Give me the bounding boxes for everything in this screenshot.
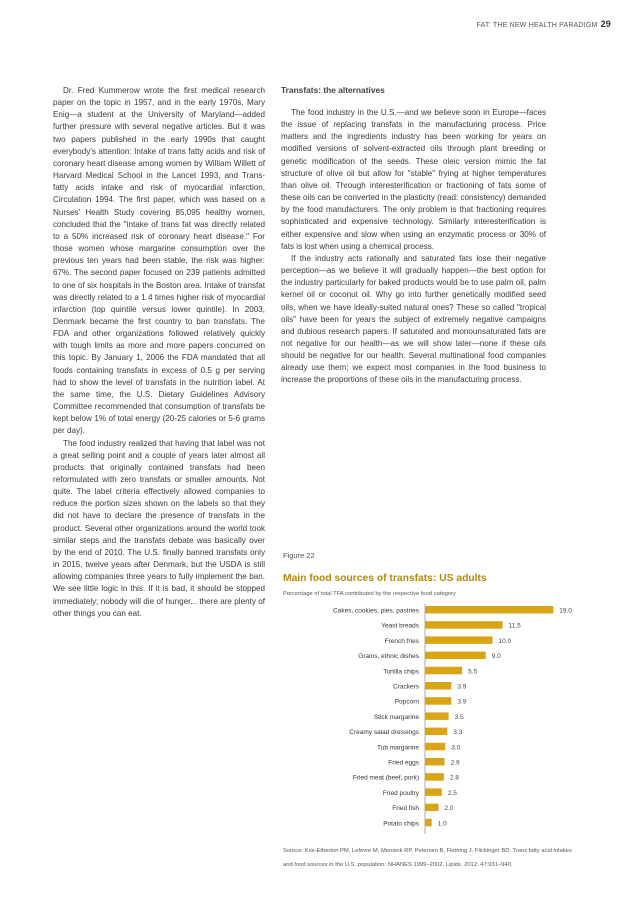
category-label: Yeast breads: [381, 622, 419, 630]
section-heading: Transfats: the alternatives: [281, 85, 385, 95]
left-paragraph-1: Dr. Fred Kummerow wrote the first medical research paper on the topic in 1957, and in the early 1970s, Mary Enig—a student at the University of Maryland—added further pressure with several negative articles. But it was two papers published in the early 1990s that caught everybody's attention: Intake of trans fatty acids and risk of coronary heart disease among women by William Willett of Harvard Medical School in the Lancet 1993, and Trans-fatty acids intake and risk of myocardial infarction, Circulation 1994. The first paper, which was based on a Nurses' Health Study covering 85,095 healthy women, concluded that the "intake of trans fat was directly related to a 50% increased risk of coronary heart disease." For those women whose margarine consumption over the previous ten years had been stable, the risk was higher: 67%. The second paper focused on 239 patients admitted to one of six hospitals in the Boston area. Intake of transfat was directly related to a 1.4 times higher risk of myocardial infarction (top quintile versus lower quintile). In 2003, Denmark became the first country to ban transfats. The FDA and other organizations followed relatively quickly with tough limits as more and more papers concurred on this topic. By January 1, 2006 the FDA mandated that all foods containing transfats in excess of 0.5 g per serving had to show the level of transfats in the nutrition label. At the same time, the U.S. Dietary Guidelines Advisory Committee recommended that consumption of transfats be kept below 1% of total energy (20-25 calories or 5-6 grams per day).: [53, 86, 265, 436]
bar: [425, 728, 447, 736]
category-label: Crackers: [392, 683, 419, 691]
value-label: 2.5: [447, 789, 457, 797]
value-label: 10.0: [498, 637, 512, 645]
running-title: FAT: THE NEW HEALTH PARADIGM: [476, 22, 598, 29]
value-label: 2.9: [450, 759, 460, 767]
category-label: Potato chips: [383, 820, 419, 828]
value-label: 1.0: [437, 820, 447, 828]
bar: [425, 743, 445, 751]
bar: [425, 712, 449, 720]
bar: [425, 788, 442, 796]
value-label: 3.9: [457, 683, 467, 691]
bar: [425, 773, 444, 781]
category-label: Fried fish: [392, 805, 419, 813]
bar: [425, 697, 451, 705]
value-label: 9.0: [491, 653, 501, 661]
value-label: 3.0: [451, 744, 461, 752]
value-label: 3.5: [454, 713, 464, 721]
category-label: Popcorn: [394, 698, 419, 706]
value-label: 2.8: [449, 774, 459, 782]
bar: [425, 758, 445, 766]
category-label: Tub margarine: [376, 744, 419, 752]
bar: [425, 804, 439, 812]
value-label: 2.0: [444, 805, 454, 813]
bar-chart: [283, 602, 573, 838]
bar: [425, 621, 503, 629]
bar: [425, 636, 493, 644]
right-paragraph-2: If the industry acts rationally and saturated fats lose their negative perception—as we believe it will gradually happen—the best option for the industry particularly for baked products would be to use palm oil, palm kernel oil or coconut oil. Why go into further genetically modified seed oils, when we have ideally-suited natural ones? These so called "tropical oils" have been for years the subject of extremely negative campaigns and dubious research papers. If saturated and monounsaturated fats are not negative for our health—as we will show later—none if these oils should be negative for our health. Several multinational food companies already use them; we expect most companies in the food business to increase the proportions of these oils in the manufacturing process.: [281, 253, 546, 385]
category-label: Cakes, cookies, pies, pastries: [333, 607, 419, 615]
bar: [425, 667, 462, 675]
value-label: 5.5: [468, 668, 478, 676]
running-head: [477, 19, 611, 29]
category-label: Fried eggs: [388, 759, 419, 767]
category-label: Fried meat (beef, pork): [352, 774, 419, 782]
value-label: 3.3: [453, 729, 463, 737]
category-label: Stick margarine: [373, 713, 419, 721]
chart-title: Main food sources of transfats: US adults: [283, 573, 487, 584]
category-label: Creamy salad dressings: [349, 729, 419, 737]
bar: [425, 682, 451, 690]
page-number: 29: [600, 19, 611, 29]
source-note: Source: Kris-Etherton PM, Lefevre M, Mensink RP, Petersen B, Fleming J, Flickinger BD. Trans fatty acid intakes and food sources in the U.S. population: NHANES 1999–2002. Lipids. 2012; 47:931–940.: [283, 848, 572, 868]
bar: [425, 819, 432, 827]
value-label: 11.5: [508, 622, 521, 630]
right-paragraph-1: The food industry in the U.S.—and we believe soon in Europe—faces the issue of replacing transfats in the manufacturing process. Price matters and the ingredients industry has been working for years on modified versions of solvent-extracted oils through plant breeding or genetic modification of the seeds. These oleic version mimic the fat structure of olive oil but allow for "stable" frying at higher temperatures than olive oil. Through interesterification or fractioning of fats some of these oils can be converted in the plasticity (read: consistency) demanded by the food manufacturers. The only problem is that fractioning requires sophisticated and expensive technology. Similarly interesterification is either expensive and slow when using an enzymatic process or 30% of fats is lost when using a chemical process.: [281, 108, 546, 251]
category-label: Fried poultry: [382, 789, 419, 797]
left-column: [53, 85, 265, 620]
left-paragraph-2: The food industry realized that having that label was not a great selling point and a couple of years later almost all products that originally contained transfats had been reformulated with zero transfats or smaller amounts. Not quite. The label criteria effectively allowed companies to reduce the portion sizes shown on the labels so that they did not have to declare the presence of transfats in the product. Several other organizations around the world took similar steps and the transfats debate was basically over by the end of 2010. The U.S. finally banned transfats only in 2015, twelve years after Denmark, but the USDA is still allowing companies three years to fully implement the ban. We see little logic in this. If it is bad, it should be stopped immediately; nobody will die of hunger... there are plenty of other things you can eat.: [53, 438, 265, 618]
figure-label: Figure 22: [283, 551, 315, 560]
value-label: 3.9: [457, 698, 467, 706]
category-label: Tortilla chips: [383, 668, 419, 676]
bar: [425, 606, 553, 614]
category-label: French fries: [384, 637, 419, 645]
right-column: [281, 85, 546, 387]
chart-subtitle: Percentage of total TFA contributed by the respective food category: [283, 591, 456, 597]
value-label: 19.0: [559, 607, 572, 615]
bar: [425, 652, 486, 660]
category-label: Grains, ethnic dishes: [358, 653, 419, 661]
